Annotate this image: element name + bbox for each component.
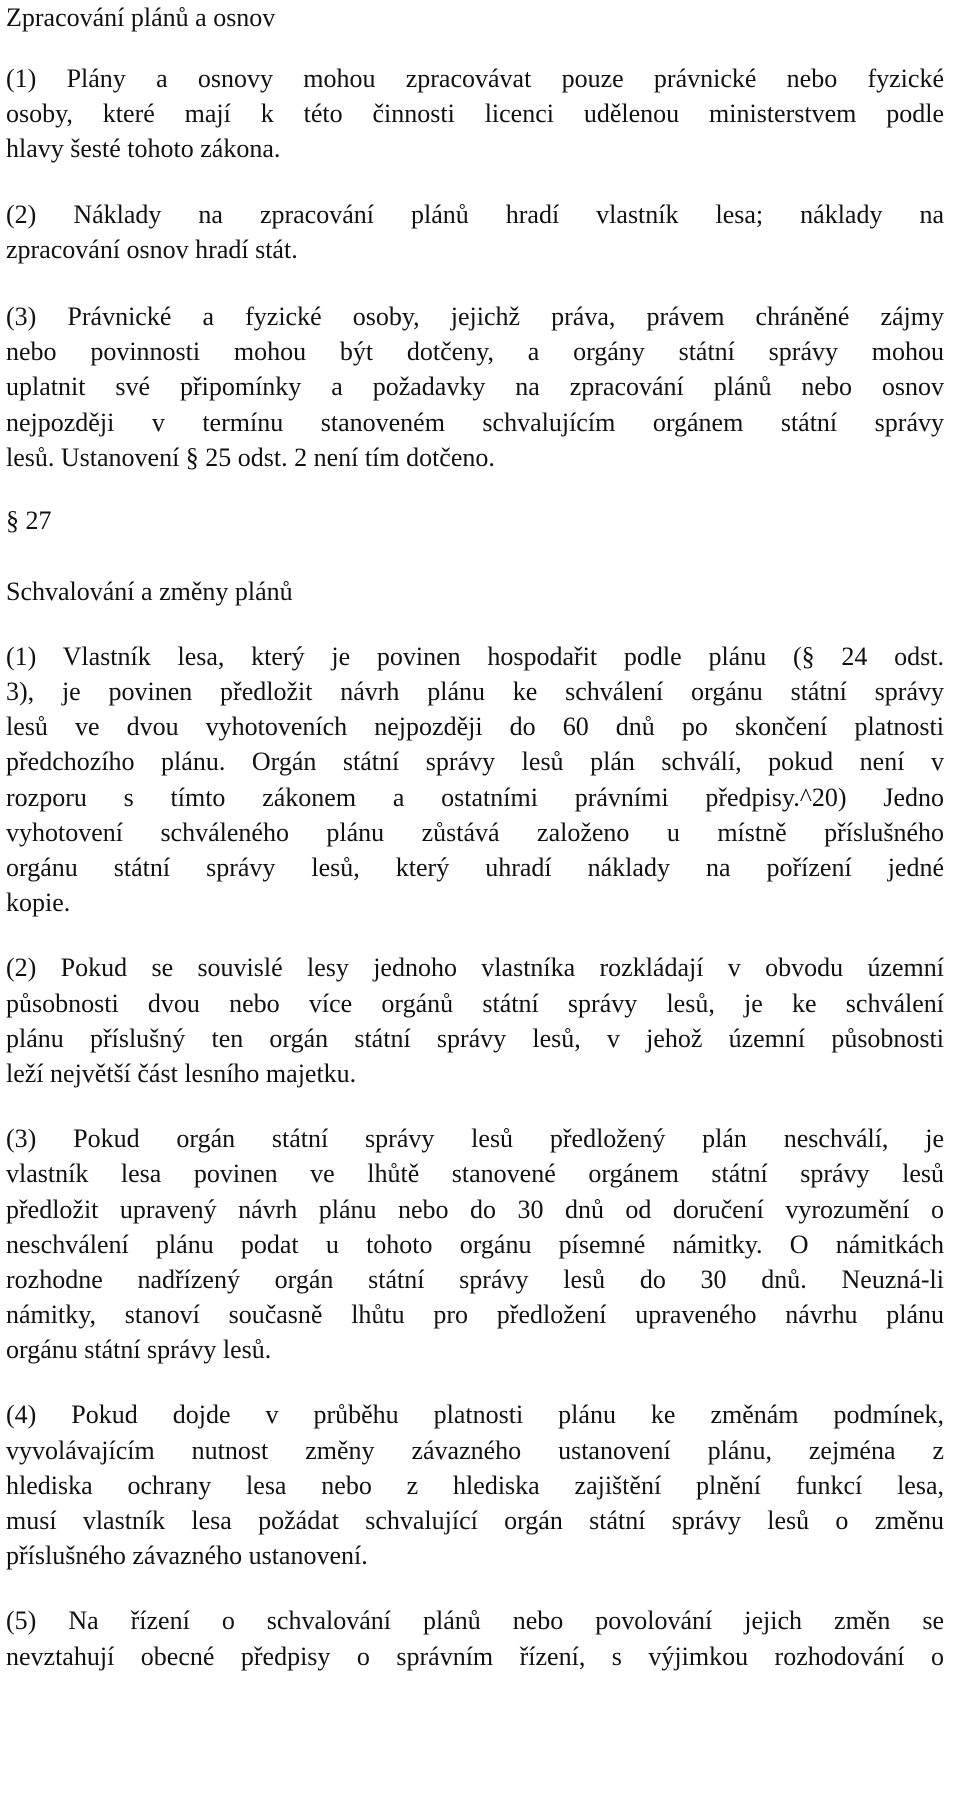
text-line: nevztahují obecné předpisy o správním řízení, s výjimkou rozhodování o — [6, 1641, 944, 1671]
paragraph-s26-3 — [6, 299, 944, 475]
text-line: předložit upravený návrh plánu nebo do 30 dnů od doručení vyrozumění o — [6, 1194, 944, 1224]
text-line: kopie. — [6, 888, 71, 918]
text-line: rozporu s tímto zákonem a ostatními právními předpisy.^20) Jedno — [6, 782, 944, 812]
text-line: (2) Pokud se souvislé lesy jednoho vlastníka rozkládají v obvodu územní — [6, 953, 944, 983]
text-line: příslušného závazného ustanovení. — [6, 1541, 368, 1571]
document-page — [6, 0, 944, 1674]
section-number: § 27 — [6, 505, 52, 535]
text-line: nebo povinnosti mohou být dotčeny, a orgány státní správy mohou — [6, 337, 944, 367]
text-line: předchozího plánu. Orgán státní správy lesů plán schválí, pokud není v — [6, 747, 944, 777]
text-line: plánu příslušný ten orgán státní správy lesů, v jehož územní působnosti — [6, 1023, 944, 1053]
text-line: vlastník lesa povinen ve lhůtě stanovené orgánem státní správy lesů — [6, 1159, 944, 1189]
text-line: orgánu státní správy lesů. — [6, 1335, 272, 1365]
text-line: (4) Pokud dojde v průběhu platnosti plánu ke změnám podmínek, — [6, 1400, 944, 1430]
text-line: hlavy šesté tohoto zákona. — [6, 134, 281, 164]
paragraph-s26-2 — [6, 197, 944, 267]
text-line: námitky, stanoví současně lhůtu pro předložení upraveného návrhu plánu — [6, 1300, 944, 1330]
text-line: neschválení plánu podat u tohoto orgánu písemné námitky. O námitkách — [6, 1229, 944, 1259]
text-line: rozhodne nadřízený orgán státní správy lesů do 30 dnů. Neuzná-li — [6, 1264, 944, 1294]
paragraph-s27-1 — [6, 639, 944, 921]
paragraph-s27-3 — [6, 1121, 944, 1367]
text-line: uplatnit své připomínky a požadavky na zpracování plánů nebo osnov — [6, 372, 944, 402]
text-line: působnosti dvou nebo více orgánů státní správy lesů, je ke schválení — [6, 988, 944, 1018]
paragraph-s26-1 — [6, 61, 944, 167]
section-title: Schvalování a změny plánů — [6, 576, 293, 606]
text-line: 3), je povinen předložit návrh plánu ke schválení orgánu státní správy — [6, 677, 944, 707]
paragraph-s27-2 — [6, 950, 944, 1091]
text-line: (3) Pokud orgán státní správy lesů předložený plán neschválí, je — [6, 1124, 944, 1154]
text-line: lesů ve dvou vyhotoveních nejpozději do 60 dnů po skončení platnosti — [6, 712, 944, 742]
text-line: (2) Náklady na zpracování plánů hradí vlastník lesa; náklady na — [6, 199, 944, 229]
text-line: (3) Právnické a fyzické osoby, jejichž práva, právem chráněné zájmy — [6, 301, 944, 331]
text-line: nejpozději v termínu stanoveném schvalujícím orgánem státní správy — [6, 407, 944, 437]
section-heading: Zpracování plánů a osnov — [6, 3, 276, 32]
text-line: osoby, které mají k této činnosti licenci udělenou ministerstvem podle — [6, 99, 944, 129]
text-line: leží největší část lesního majetku. — [6, 1058, 357, 1088]
text-line: (5) Na řízení o schvalování plánů nebo povolování jejich změn se — [6, 1606, 944, 1636]
paragraph-s27-4 — [6, 1397, 944, 1573]
text-line: orgánu státní správy lesů, který uhradí náklady na pořízení jedné — [6, 853, 944, 882]
text-line: lesů. Ustanovení § 25 odst. 2 není tím dotčeno. — [6, 442, 495, 472]
text-line: (1) Vlastník lesa, který je povinen hospodařit podle plánu (§ 24 odst. — [6, 641, 944, 671]
text-line: zpracování osnov hradí stát. — [6, 234, 298, 264]
text-line: vyhotovení schváleného plánu zůstává založeno u místně příslušného — [6, 817, 944, 847]
text-line: hlediska ochrany lesa nebo z hlediska zajištění plnění funkcí lesa, — [6, 1470, 944, 1500]
text-line: vyvolávajícím nutnost změny závazného ustanovení plánu, zejména z — [6, 1435, 944, 1465]
paragraph-s27-5 — [6, 1603, 944, 1673]
text-line: musí vlastník lesa požádat schvalující orgán státní správy lesů o změnu — [6, 1506, 944, 1535]
text-line: (1) Plány a osnovy mohou zpracovávat pouze právnické nebo fyzické — [6, 64, 944, 93]
